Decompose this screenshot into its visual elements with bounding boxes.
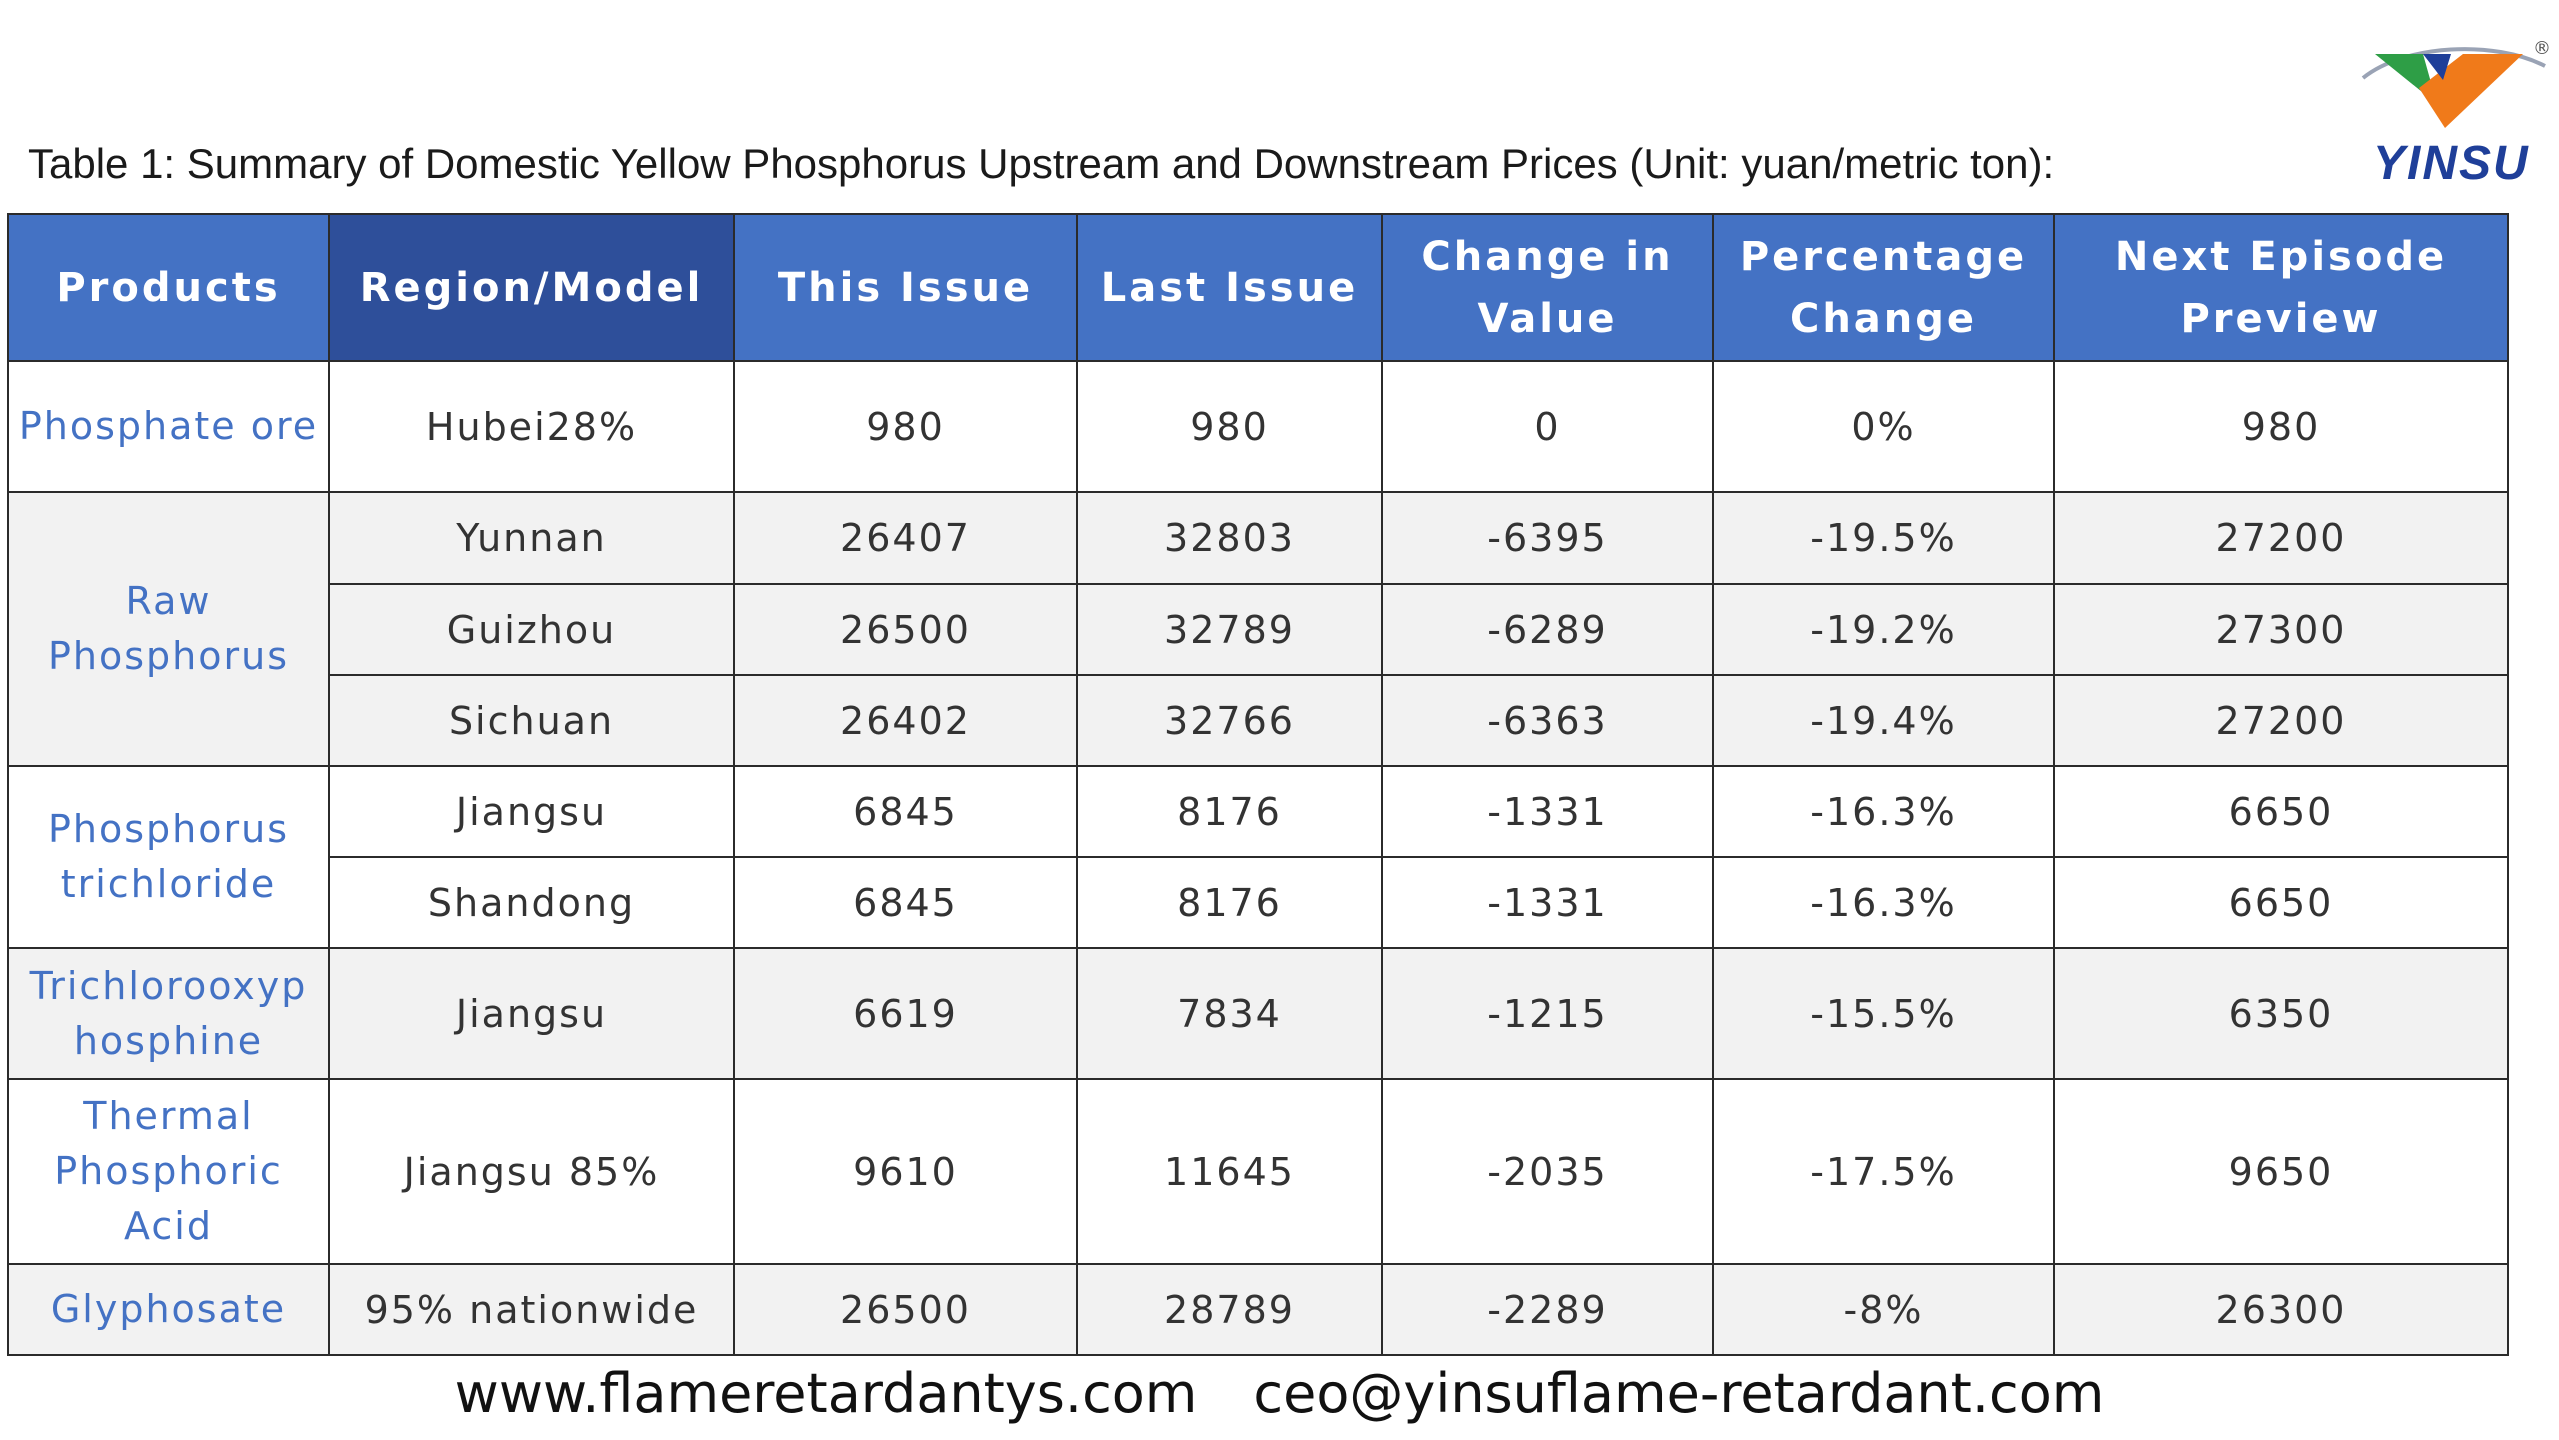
next-cell: 26300: [2054, 1264, 2508, 1355]
change-cell: 0: [1382, 361, 1713, 492]
table-caption: Table 1: Summary of Domestic Yellow Phosphorus Upstream and Downstream Prices (Unit: yuan/metric ton):: [28, 140, 2055, 187]
next-cell: 27300: [2054, 584, 2508, 675]
this-issue-cell: 26500: [734, 584, 1077, 675]
product-cell: Raw Phosphorus: [8, 492, 329, 766]
last-issue-cell: 32766: [1077, 675, 1382, 766]
this-issue-cell: 26407: [734, 492, 1077, 584]
header-this-issue: This Issue: [734, 214, 1077, 361]
table-row: [8, 584, 2508, 675]
change-cell: -6363: [1382, 675, 1713, 766]
logo-text: YINSU: [2373, 137, 2530, 190]
table-row: [8, 361, 2508, 492]
footer-contact: [0, 1362, 2559, 1425]
header-region-model: Region/Model: [329, 214, 734, 361]
region-cell: Shandong: [329, 857, 734, 948]
table-row: [8, 1264, 2508, 1355]
product-cell: Thermal Phosphoric Acid: [8, 1079, 329, 1264]
last-issue-cell: 28789: [1077, 1264, 1382, 1355]
last-issue-cell: 32789: [1077, 584, 1382, 675]
region-cell: Yunnan: [329, 492, 734, 584]
percent-cell: -19.5%: [1713, 492, 2054, 584]
product-cell: Trichlorooxyp hosphine: [8, 948, 329, 1079]
yinsu-logo: [2345, 36, 2555, 190]
change-cell: -1331: [1382, 766, 1713, 857]
last-issue-cell: 7834: [1077, 948, 1382, 1079]
header-row: [8, 214, 2508, 361]
header-change-in-value: Change in Value: [1382, 214, 1713, 361]
email-link[interactable]: ceo@yinsuflame-retardant.com: [1253, 1362, 2105, 1425]
this-issue-cell: 26500: [734, 1264, 1077, 1355]
product-cell: Glyphosate: [8, 1264, 329, 1355]
product-cell: Phosphate ore: [8, 361, 329, 492]
percent-cell: -16.3%: [1713, 857, 2054, 948]
next-cell: 9650: [2054, 1079, 2508, 1264]
table-row: [8, 857, 2508, 948]
region-cell: Jiangsu 85%: [329, 1079, 734, 1264]
last-issue-cell: 980: [1077, 361, 1382, 492]
this-issue-cell: 9610: [734, 1079, 1077, 1264]
percent-cell: -16.3%: [1713, 766, 2054, 857]
this-issue-cell: 980: [734, 361, 1077, 492]
region-cell: Jiangsu: [329, 766, 734, 857]
region-cell: Jiangsu: [329, 948, 734, 1079]
price-table: [7, 213, 2509, 1356]
last-issue-cell: 11645: [1077, 1079, 1382, 1264]
this-issue-cell: 26402: [734, 675, 1077, 766]
region-cell: Sichuan: [329, 675, 734, 766]
table-row: [8, 948, 2508, 1079]
next-cell: 27200: [2054, 492, 2508, 584]
product-cell: Phosphorus trichloride: [8, 766, 329, 948]
last-issue-cell: 8176: [1077, 766, 1382, 857]
last-issue-cell: 32803: [1077, 492, 1382, 584]
this-issue-cell: 6845: [734, 857, 1077, 948]
table-row: [8, 492, 2508, 584]
change-cell: -6395: [1382, 492, 1713, 584]
change-cell: -1331: [1382, 857, 1713, 948]
region-cell: Guizhou: [329, 584, 734, 675]
table-row: [8, 1079, 2508, 1264]
percent-cell: 0%: [1713, 361, 2054, 492]
percent-cell: -17.5%: [1713, 1079, 2054, 1264]
percent-cell: -8%: [1713, 1264, 2054, 1355]
website-link[interactable]: www.flameretardantys.com: [454, 1362, 1198, 1425]
registered-mark: ®: [2533, 38, 2551, 59]
table-row: [8, 766, 2508, 857]
next-cell: 6350: [2054, 948, 2508, 1079]
header-products: Products: [8, 214, 329, 361]
change-cell: -2289: [1382, 1264, 1713, 1355]
table-row: [8, 675, 2508, 766]
next-cell: 6650: [2054, 857, 2508, 948]
header-last-issue: Last Issue: [1077, 214, 1382, 361]
last-issue-cell: 8176: [1077, 857, 1382, 948]
region-cell: 95% nationwide: [329, 1264, 734, 1355]
next-cell: 6650: [2054, 766, 2508, 857]
next-cell: 980: [2054, 361, 2508, 492]
this-issue-cell: 6845: [734, 766, 1077, 857]
this-issue-cell: 6619: [734, 948, 1077, 1079]
next-cell: 27200: [2054, 675, 2508, 766]
change-cell: -2035: [1382, 1079, 1713, 1264]
percent-cell: -15.5%: [1713, 948, 2054, 1079]
percent-cell: -19.4%: [1713, 675, 2054, 766]
header-percentage-change: Percentage Change: [1713, 214, 2054, 361]
header-next-episode-preview: Next Episode Preview: [2054, 214, 2508, 361]
change-cell: -1215: [1382, 948, 1713, 1079]
change-cell: -6289: [1382, 584, 1713, 675]
region-cell: Hubei28%: [329, 361, 734, 492]
yinsu-logo-mark: [2345, 36, 2555, 136]
percent-cell: -19.2%: [1713, 584, 2054, 675]
